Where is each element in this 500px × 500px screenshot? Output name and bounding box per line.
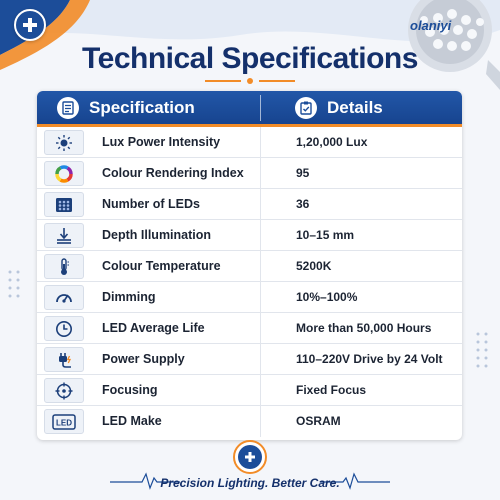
spec-value: Fixed Focus xyxy=(296,383,367,397)
plug-icon xyxy=(44,347,84,372)
spec-value: 1,20,000 Lux xyxy=(296,135,368,149)
table-row xyxy=(37,406,462,437)
specifications-table xyxy=(37,91,462,440)
clock-icon xyxy=(44,316,84,341)
spec-value: 36 xyxy=(296,197,310,211)
led-grid-icon xyxy=(44,192,84,217)
spec-label: Colour Rendering Index xyxy=(102,166,244,180)
spec-label: Power Supply xyxy=(102,352,185,366)
table-header xyxy=(37,91,462,127)
medical-cross-badge xyxy=(14,9,46,41)
table-row xyxy=(37,282,462,313)
page-title: Technical Specifications xyxy=(82,42,418,75)
led-chip-icon xyxy=(44,409,84,434)
shield-cross-icon xyxy=(243,450,257,464)
table-row xyxy=(37,375,462,406)
header-details xyxy=(295,91,383,124)
gauge-icon xyxy=(44,285,84,310)
spec-value: 10%–100% xyxy=(296,290,358,304)
header-details-label: Details xyxy=(327,97,383,117)
spec-value: 95 xyxy=(296,166,310,180)
table-row xyxy=(37,158,462,189)
spec-label: Lux Power Intensity xyxy=(102,135,221,149)
header-specification-label: Specification xyxy=(89,97,195,117)
spec-value: More than 50,000 Hours xyxy=(296,321,432,335)
table-row xyxy=(37,313,462,344)
clipboard-check-icon xyxy=(295,97,317,119)
footer-tagline: Precision Lighting. Better Care. xyxy=(160,476,340,490)
spec-value: 10–15 mm xyxy=(296,228,355,242)
document-list-icon xyxy=(57,97,79,119)
shield-badge xyxy=(233,440,267,474)
spec-value: OSRAM xyxy=(296,414,341,428)
table-row xyxy=(37,344,462,375)
spec-label: Dimming xyxy=(102,290,156,304)
spec-label: Colour Temperature xyxy=(102,259,221,273)
depth-icon xyxy=(44,223,84,248)
color-wheel-icon xyxy=(44,161,84,186)
brand-logo: olaniyi xyxy=(410,18,452,33)
dots-decoration-left xyxy=(6,268,26,308)
cross-icon xyxy=(22,17,38,33)
table-row xyxy=(37,127,462,158)
sun-icon xyxy=(44,130,84,155)
spec-label: Focusing xyxy=(102,383,158,397)
spec-label: LED Make xyxy=(102,414,162,428)
spec-value: 110–220V Drive by 24 Volt xyxy=(296,352,443,366)
thermometer-icon xyxy=(44,254,84,279)
header-specification xyxy=(57,91,195,124)
focus-icon xyxy=(44,378,84,403)
table-row xyxy=(37,251,462,282)
table-row xyxy=(37,189,462,220)
title-underline xyxy=(205,80,295,83)
spec-value: 5200K xyxy=(296,259,332,273)
svg-text:LED: LED xyxy=(56,418,72,427)
table-row xyxy=(37,220,462,251)
spec-label: LED Average Life xyxy=(102,321,205,335)
spec-label: Depth Illumination xyxy=(102,228,212,242)
spec-label: Number of LEDs xyxy=(102,197,200,211)
dots-decoration-right xyxy=(474,330,494,378)
